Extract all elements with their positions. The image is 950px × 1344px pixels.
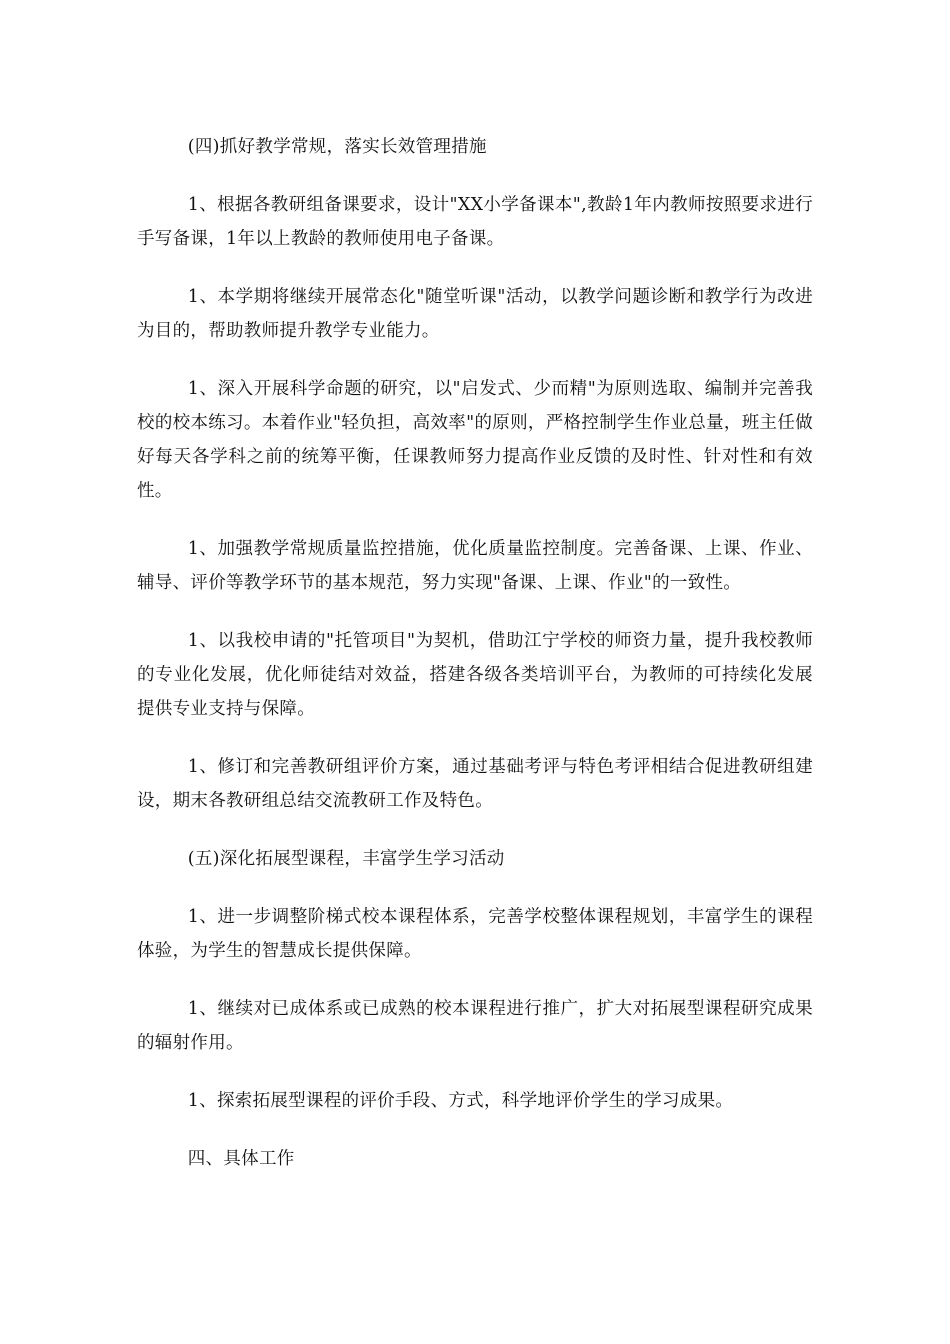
part-heading-4: 四、具体工作	[187, 1149, 295, 1169]
paragraph: 1、继续对已成体系或已成熟的校本课程进行推广，扩大对拓展型课程研究成果的辐射作用。	[137, 999, 813, 1053]
paragraph: 1、本学期将继续开展常态化"随堂听课"活动，以教学问题诊断和教学行为改进为目的，帮助教师提升教学专业能力。	[137, 287, 813, 341]
section-heading-4: (四)抓好教学常规，落实长效管理措施	[187, 137, 487, 157]
paragraph: 1、加强教学常规质量监控措施，优化质量监控制度。完善备课、上课、作业、辅导、评价等教学环节的基本规范，努力实现"备课、上课、作业"的一致性。	[137, 539, 813, 593]
section-heading-5: (五)深化拓展型课程，丰富学生学习活动	[187, 849, 505, 869]
paragraph: 1、以我校申请的"托管项目"为契机，借助江宁学校的师资力量，提升我校教师的专业化发展，优化师徒结对效益，搭建各级各类培训平台，为教师的可持续化发展提供专业支持与保障。	[137, 631, 813, 719]
paragraph: 1、深入开展科学命题的研究，以"启发式、少而精"为原则选取、编制并完善我校的校本练习。本着作业"轻负担，高效率"的原则，严格控制学生作业总量，班主任做好每天各学科之前的统筹平衡，任课教师努力提高作业反馈的及时性、针对性和有效性。	[137, 379, 813, 501]
paragraph: 1、进一步调整阶梯式校本课程体系，完善学校整体课程规划，丰富学生的课程体验，为学生的智慧成长提供保障。	[137, 907, 813, 961]
paragraph: 1、根据各教研组备课要求，设计"XX小学备课本",教龄1年内教师按照要求进行手写备课，1年以上教龄的教师使用电子备课。	[137, 195, 813, 249]
paragraph: 1、修订和完善教研组评价方案，通过基础考评与特色考评相结合促进教研组建设，期末各教研组总结交流教研工作及特色。	[137, 757, 813, 811]
document-body	[137, 130, 813, 1200]
paragraph: 1、探索拓展型课程的评价手段、方式，科学地评价学生的学习成果。	[187, 1091, 734, 1111]
